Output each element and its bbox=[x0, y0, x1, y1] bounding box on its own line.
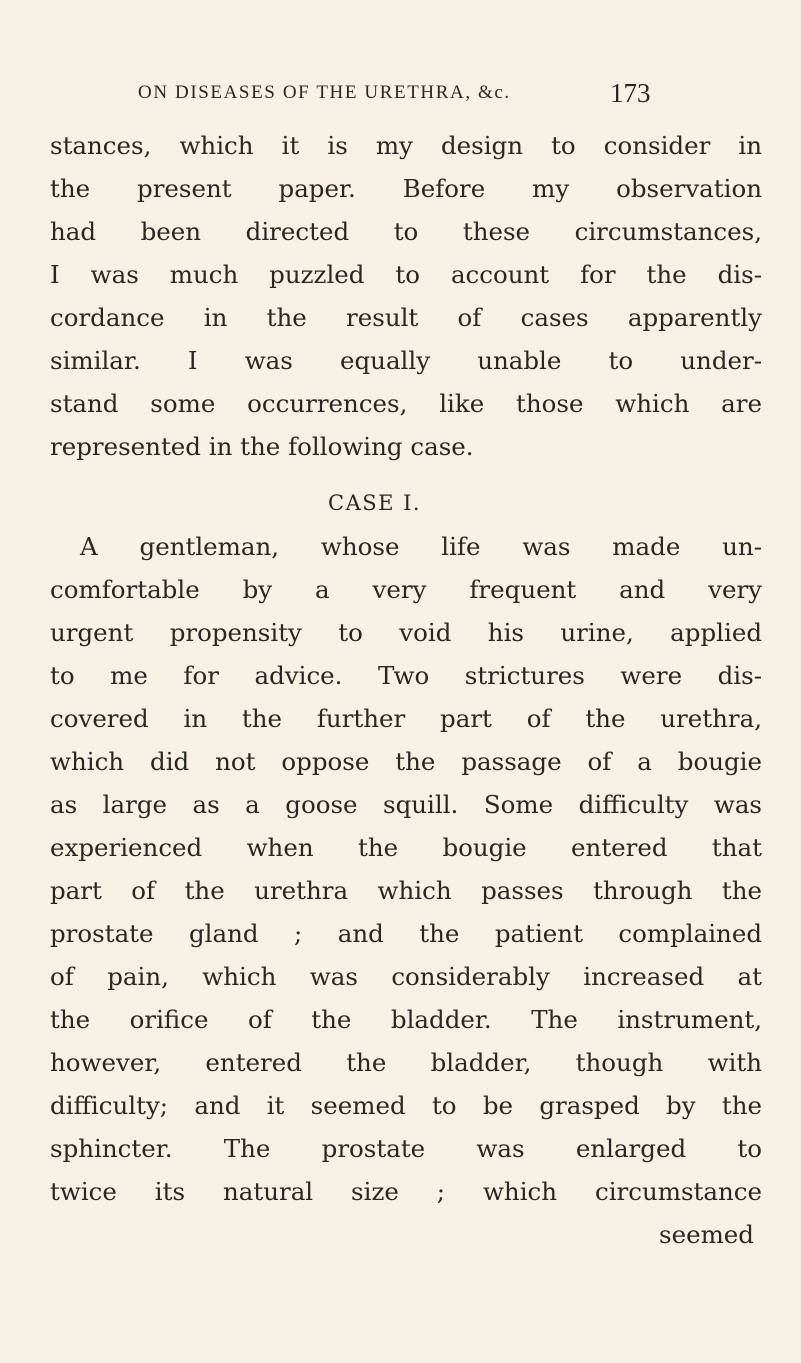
text-line: had been directed to these circumstances, bbox=[50, 217, 762, 246]
text-line: urgent propensity to void his urine, applied bbox=[50, 618, 762, 647]
text-line: the orifice of the bladder. The instrument, bbox=[50, 1005, 762, 1034]
text-line: the present paper. Before my observation bbox=[50, 174, 762, 203]
text-line: to me for advice. Two strictures were dis- bbox=[50, 661, 762, 690]
text-line: twice its natural size ; which circumstance bbox=[50, 1177, 762, 1206]
text-line: stand some occurrences, like those which are bbox=[50, 389, 762, 418]
text-line: covered in the further part of the urethra, bbox=[50, 704, 762, 733]
text-line: I was much puzzled to account for the dis- bbox=[50, 260, 762, 289]
running-head-title: ON DISEASES OF THE URETHRA, &c. bbox=[138, 82, 511, 103]
case-heading: CASE I. bbox=[328, 491, 422, 515]
running-head bbox=[0, 78, 801, 114]
text-line: similar. I was equally unable to under- bbox=[50, 346, 762, 375]
text-line: sphincter. The prostate was enlarged to bbox=[50, 1134, 762, 1163]
text-line: as large as a goose squill. Some difficulty was bbox=[50, 790, 762, 819]
paragraph-case-1 bbox=[50, 525, 762, 1213]
paragraph-intro bbox=[50, 124, 762, 468]
text-line: which did not oppose the passage of a bougie bbox=[50, 747, 762, 776]
body-text bbox=[50, 124, 762, 1256]
catchword: seemed bbox=[659, 1220, 754, 1249]
text-line: however, entered the bladder, though with bbox=[50, 1048, 762, 1077]
text-line: prostate gland ; and the patient complained bbox=[50, 919, 762, 948]
text-line: represented in the following case. bbox=[50, 432, 474, 461]
text-line: A gentleman, whose life was made un- bbox=[80, 532, 762, 561]
text-line: cordance in the result of cases apparently bbox=[50, 303, 762, 332]
text-line: stances, which it is my design to consider in bbox=[50, 131, 762, 160]
page-number: 173 bbox=[610, 78, 651, 108]
text-line: difficulty; and it seemed to be grasped by the bbox=[50, 1091, 762, 1120]
text-line: experienced when the bougie entered that bbox=[50, 833, 762, 862]
text-line: part of the urethra which passes through the bbox=[50, 876, 762, 905]
text-line: of pain, which was considerably increased at bbox=[50, 962, 762, 991]
text-line: comfortable by a very frequent and very bbox=[50, 575, 762, 604]
